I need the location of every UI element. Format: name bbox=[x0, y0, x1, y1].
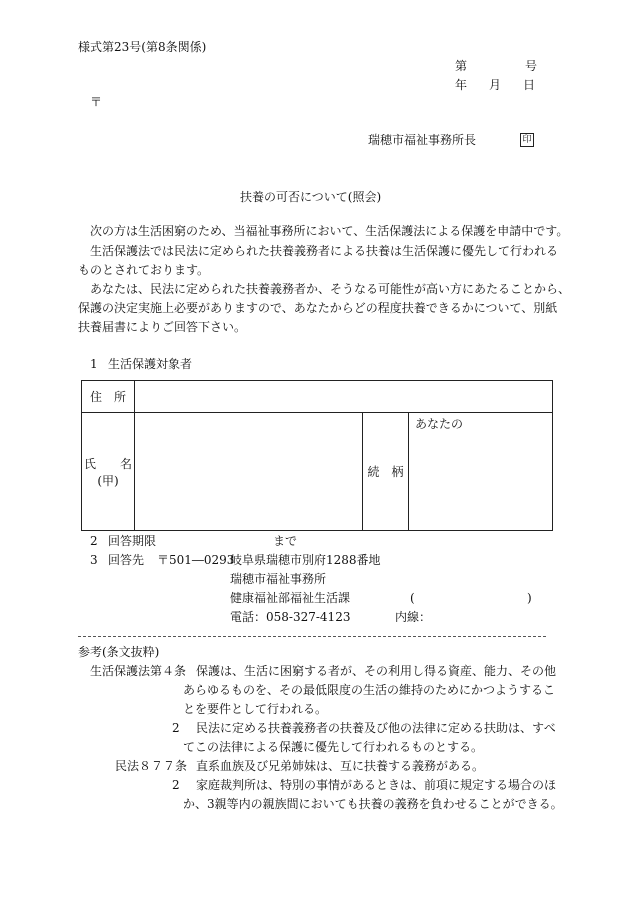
section1-number: 1 bbox=[90, 357, 98, 371]
go-label: 号 bbox=[525, 59, 538, 73]
section2-number: 2 bbox=[90, 534, 98, 548]
subject-table bbox=[81, 380, 553, 531]
relation-label: 続 柄 bbox=[367, 465, 404, 479]
document-title: 扶養の可否について(照会) bbox=[240, 190, 382, 204]
law2-text: 直系血族及び兄弟姉妹は、互に扶養する義務がある。 bbox=[196, 759, 485, 773]
deadline-suffix: まで bbox=[273, 534, 298, 548]
address-value-cell[interactable] bbox=[135, 381, 553, 413]
deadline-label: 回答期限 bbox=[108, 534, 157, 548]
paren-open: ( bbox=[410, 591, 415, 605]
form-number: 様式第23号(第8条関係) bbox=[78, 40, 207, 54]
relation-value-cell[interactable] bbox=[409, 413, 553, 531]
law1-text-1: 保護は、生活に困窮する者が、その利用し得る資産、能力、その他 bbox=[196, 664, 557, 678]
name-label-cell bbox=[82, 413, 135, 531]
name-label: 氏 名 bbox=[83, 456, 132, 471]
dai-label: 第 bbox=[455, 59, 468, 73]
law2-p2-number: 2 bbox=[172, 778, 180, 792]
paragraph-2-line2: ものとされております。 bbox=[78, 263, 210, 277]
reply-department: 健康福祉部福祉生活課 bbox=[230, 591, 351, 605]
law2-title: 民法８７７条 bbox=[115, 759, 188, 773]
month-label: 月 bbox=[489, 78, 502, 92]
name-value-cell[interactable] bbox=[135, 413, 363, 531]
reply-address: 岐阜県瑞穂市別府1288番地 bbox=[230, 553, 381, 567]
law1-text-3: とを要件として行われる。 bbox=[183, 702, 328, 716]
relation-label-cell bbox=[363, 413, 409, 531]
paren-close: ) bbox=[527, 591, 532, 605]
paragraph-3-line1: あなたは、民法に定められた扶養義務者か、そうなる可能性が高い方にあたることから、 bbox=[90, 282, 571, 296]
postal-mark: 〒 bbox=[90, 95, 103, 109]
paragraph-3-line3: 扶養届書によりご回答下さい。 bbox=[78, 320, 247, 334]
reply-extension: 内線： bbox=[395, 610, 432, 624]
reply-phone: 電話：058-327-4123 bbox=[230, 610, 351, 624]
law1-p2-1: 民法に定める扶養義務者の扶養及び他の法律に定める扶助は、すべ bbox=[196, 721, 556, 735]
reply-postal: 〒501―0293 bbox=[157, 553, 235, 567]
paragraph-1: 次の方は生活困窮のため、当福祉事務所において、生活保護法による保護を申請中です。 bbox=[90, 224, 569, 238]
day-label: 日 bbox=[523, 78, 536, 92]
section1-heading: 生活保護対象者 bbox=[108, 357, 193, 371]
year-label: 年 bbox=[455, 78, 468, 92]
relation-note: あなたの bbox=[415, 417, 464, 431]
reply-office: 瑞穂市福祉事務所 bbox=[230, 572, 327, 586]
section3-number: 3 bbox=[90, 553, 98, 567]
paragraph-3-line2: 保護の決定実施上必要がありますので、あなたからどの程度扶養できるかについて、別紙 bbox=[78, 301, 558, 315]
law2-p2-1: 家庭裁判所は、特別の事情があるときは、前項に規定する場合のほ bbox=[196, 778, 557, 792]
law1-text-2: あらゆるものを、その最低限度の生活の維持のためにかつようするこ bbox=[183, 683, 556, 697]
reference-heading: 参考(条文抜粋) bbox=[78, 645, 160, 659]
law1-p2-2: てこの法律による保護に優先して行われるものとする。 bbox=[183, 740, 484, 754]
address-label-cell bbox=[82, 381, 135, 413]
law1-title: 生活保護法第４条 bbox=[90, 664, 187, 678]
law1-p2-number: 2 bbox=[172, 721, 180, 735]
address-label: 住 所 bbox=[89, 390, 126, 404]
paragraph-2-line1: 生活保護法では民法に定められた扶養義務者による扶養は生活保護に優先して行われる bbox=[90, 244, 559, 258]
name-sub-label: (甲) bbox=[97, 473, 119, 488]
sender: 瑞穂市福祉事務所長 bbox=[368, 133, 477, 147]
seal-stamp: 印 bbox=[520, 133, 534, 147]
reply-to-label: 回答先 bbox=[108, 553, 145, 567]
dashed-divider bbox=[78, 636, 546, 637]
law2-p2-2: か、3親等内の親族間においても扶養の義務を負わせることができる。 bbox=[183, 797, 563, 811]
